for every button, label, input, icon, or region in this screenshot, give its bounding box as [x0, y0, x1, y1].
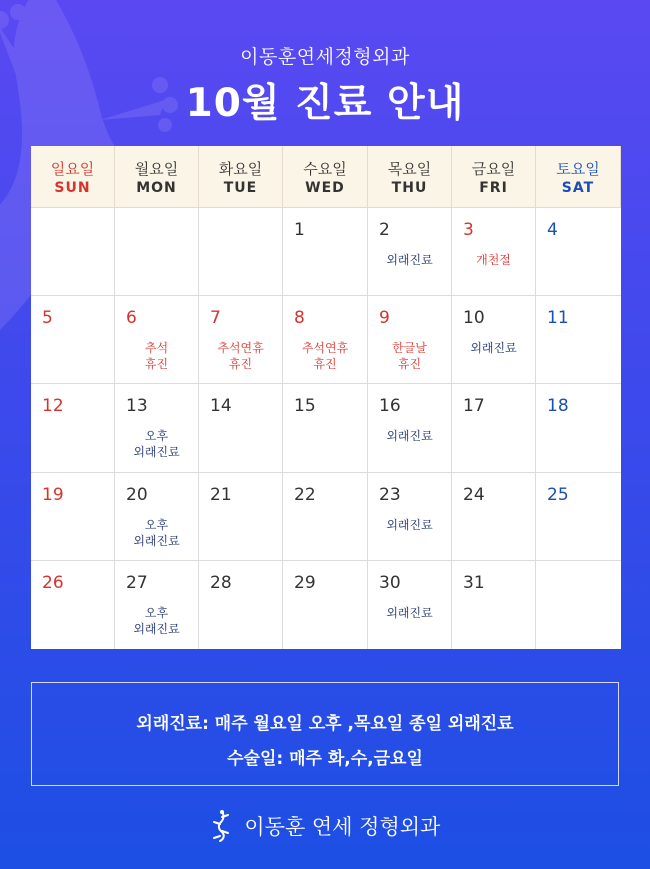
calendar-day-30	[368, 561, 452, 649]
gecko-logo-icon	[210, 809, 232, 843]
weekday-header-thu	[368, 146, 452, 208]
weekday-english-label: THU	[391, 180, 428, 196]
weekday-korean-label: 목요일	[387, 160, 432, 178]
calendar-day-10	[452, 296, 536, 384]
day-note	[115, 517, 198, 549]
calendar-day-7	[199, 296, 283, 384]
schedule-info-box	[31, 682, 619, 786]
day-note-line: 외래진료	[386, 253, 433, 267]
weekday-header-tue	[199, 146, 283, 208]
day-number: 17	[463, 396, 485, 417]
weekday-header-wed	[283, 146, 368, 208]
calendar-day-24	[452, 473, 536, 561]
day-note-line: 외래진료	[133, 533, 180, 548]
calendar-day-4	[536, 208, 621, 296]
day-note-line: 외래진료	[386, 517, 433, 532]
calendar-day-3	[452, 208, 536, 296]
outpatient-schedule-text: 외래진료: 매주 월요일 오후 ,목요일 종일 외래진료	[136, 714, 514, 734]
calendar-day-1	[283, 208, 368, 296]
day-note-line: 외래진료	[386, 605, 433, 620]
calendar-day-22	[283, 473, 368, 561]
calendar-day-5	[31, 296, 115, 384]
day-note	[368, 517, 451, 533]
day-number: 16	[379, 396, 401, 417]
day-note	[283, 340, 367, 372]
calendar-day-13	[115, 384, 199, 472]
day-number: 27	[126, 572, 148, 593]
day-note-line: 오후	[144, 517, 169, 532]
calendar-grid	[31, 146, 621, 649]
day-note-line: 오후	[144, 605, 169, 620]
calendar-day-15	[283, 384, 368, 472]
day-note	[368, 252, 451, 268]
day-note	[368, 340, 451, 372]
calendar-day-20	[115, 473, 199, 561]
day-note-line: 휴진	[228, 357, 253, 372]
day-number: 10	[463, 308, 485, 329]
day-note	[115, 605, 198, 637]
calendar-day-29	[283, 561, 368, 649]
day-note-line: 외래진료	[386, 429, 433, 444]
footer-logo-text: 이동훈 연세 정형외과	[244, 815, 441, 839]
day-number: 19	[42, 484, 64, 505]
day-note-line: 휴진	[397, 357, 422, 372]
calendar-day-12	[31, 384, 115, 472]
day-note	[368, 428, 451, 444]
day-note-line: 추석연휴	[217, 341, 264, 356]
day-number: 4	[547, 220, 558, 240]
day-note-line: 휴진	[144, 357, 169, 372]
calendar-day-31	[452, 561, 536, 649]
weekday-header-mon	[115, 146, 199, 208]
calendar-day-6	[115, 296, 199, 384]
weekday-english-label: SUN	[54, 180, 91, 196]
day-note-line: 외래진료	[133, 621, 180, 636]
day-number: 21	[210, 484, 232, 505]
day-note	[115, 428, 198, 460]
calendar-day-28	[199, 561, 283, 649]
day-note-line: 추석연휴	[301, 341, 349, 356]
calendar-day-8	[283, 296, 368, 384]
calendar-day-23	[368, 473, 452, 561]
weekday-header-fri	[452, 146, 536, 208]
day-number: 9	[379, 308, 390, 329]
day-number: 6	[126, 308, 137, 329]
day-number: 14	[210, 396, 232, 417]
weekday-korean-label: 토요일	[556, 160, 600, 178]
weekday-english-label: SAT	[561, 180, 595, 196]
day-number: 5	[42, 308, 53, 329]
footer-logo	[0, 809, 650, 843]
day-note-line: 외래진료	[133, 445, 180, 460]
day-number: 7	[210, 308, 221, 329]
day-number: 20	[126, 484, 148, 505]
day-number: 15	[294, 396, 316, 417]
calendar-day-21	[199, 473, 283, 561]
day-note-line: 추석	[144, 341, 169, 356]
day-note-line: 한글날	[392, 341, 427, 356]
calendar-day-empty	[31, 208, 115, 296]
day-note	[452, 252, 535, 268]
day-number: 28	[210, 572, 232, 593]
day-note-line: 휴진	[313, 357, 337, 372]
weekday-korean-label: 금요일	[471, 160, 516, 178]
day-number: 11	[547, 308, 569, 329]
calendar-day-26	[31, 561, 115, 649]
clinic-name-heading: 이동훈연세정형외과	[240, 46, 410, 68]
calendar-day-16	[368, 384, 452, 472]
day-note	[368, 605, 451, 621]
day-note	[115, 340, 198, 372]
day-note	[452, 340, 535, 356]
calendar-day-27	[115, 561, 199, 649]
day-number: 31	[463, 572, 485, 593]
day-number: 22	[294, 484, 316, 505]
weekday-english-label: TUE	[223, 180, 258, 196]
day-number: 8	[294, 308, 305, 329]
weekday-korean-label: 일요일	[50, 160, 95, 178]
day-number: 1	[294, 220, 305, 240]
day-number: 24	[463, 484, 485, 505]
day-note	[199, 340, 282, 372]
day-number: 26	[42, 572, 64, 593]
day-number: 18	[547, 396, 569, 417]
weekday-english-label: MON	[136, 180, 177, 196]
calendar-day-19	[31, 473, 115, 561]
calendar-day-empty	[115, 208, 199, 296]
weekday-korean-label: 월요일	[134, 160, 179, 178]
day-number: 30	[379, 572, 401, 593]
weekday-korean-label: 화요일	[218, 160, 263, 178]
day-note-line: 오후	[144, 429, 169, 444]
calendar-day-14	[199, 384, 283, 472]
calendar-day-empty	[199, 208, 283, 296]
calendar-day-18	[536, 384, 621, 472]
day-number: 2	[379, 220, 390, 240]
weekday-header-sun	[31, 146, 115, 208]
day-number: 12	[42, 396, 64, 417]
day-note-line: 외래진료	[470, 341, 517, 356]
day-number: 13	[126, 396, 148, 417]
surgery-schedule-text: 수술일: 매주 화,수,금요일	[227, 749, 423, 769]
day-number: 29	[294, 572, 316, 593]
calendar-day-11	[536, 296, 621, 384]
calendar-day-25	[536, 473, 621, 561]
calendar-day-9	[368, 296, 452, 384]
calendar-day-17	[452, 384, 536, 472]
weekday-english-label: FRI	[479, 180, 508, 196]
weekday-korean-label: 수요일	[303, 160, 347, 178]
weekday-english-label: WED	[305, 180, 345, 196]
weekday-header-sat	[536, 146, 621, 208]
day-number: 25	[547, 484, 569, 505]
day-number: 3	[463, 220, 474, 240]
page-title: 10월 진료 안내	[185, 81, 465, 126]
calendar-day-empty	[536, 561, 621, 649]
day-note-line: 개천절	[476, 253, 511, 267]
day-number: 23	[379, 484, 401, 505]
calendar-day-2	[368, 208, 452, 296]
